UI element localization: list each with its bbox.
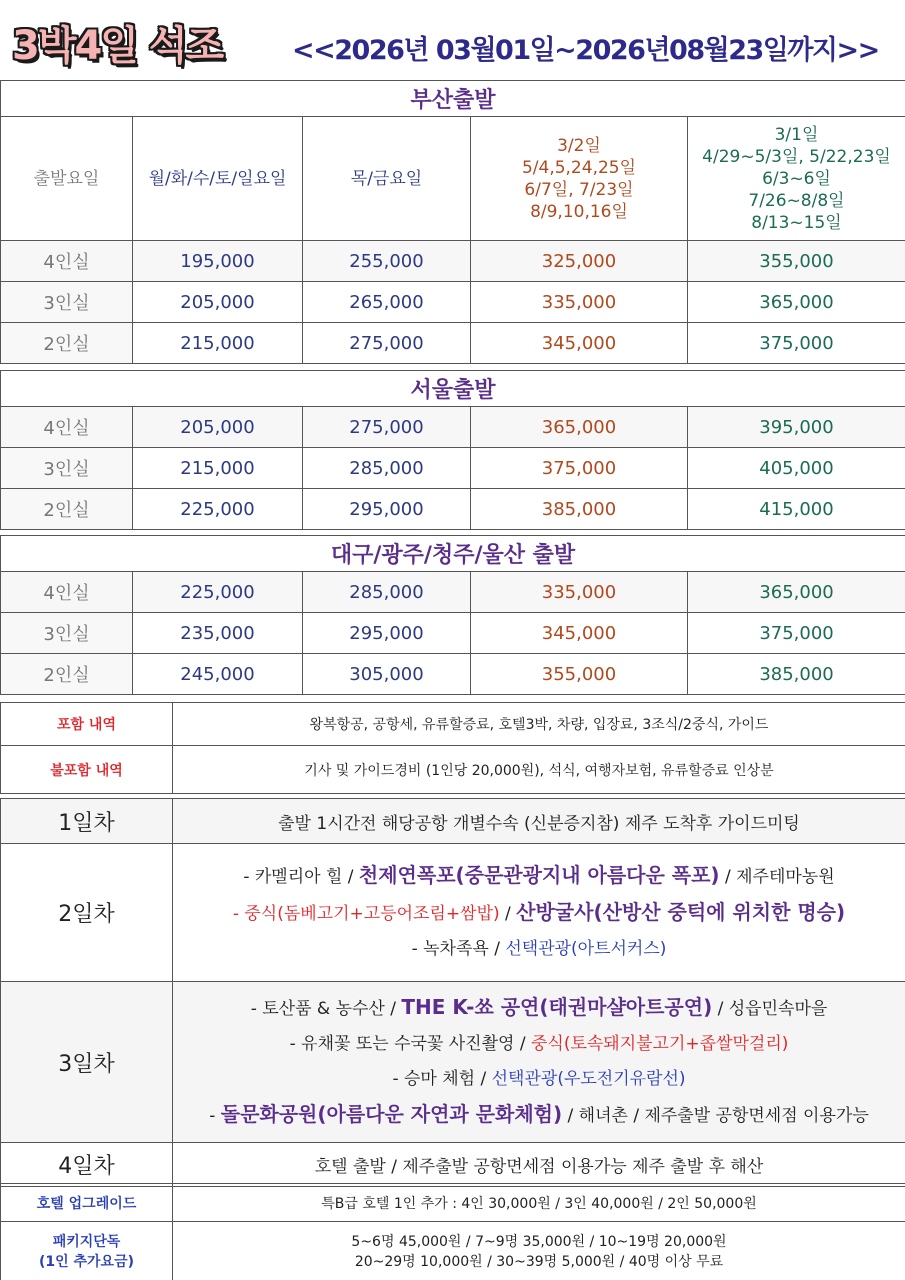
price-table-seoul [0, 370, 905, 530]
column-peak-dates-2: 3/1일 4/29~5/3일, 5/22,23일 6/3~6일 7/26~8/8일 8/13~15일 [688, 117, 905, 241]
header [0, 0, 905, 80]
day4-label: 4일차 [1, 1143, 173, 1187]
excluded-label: 불포함 내역 [1, 746, 173, 794]
included-text: 왕복항공, 공항세, 유류할증료, 호텔3박, 차량, 입장료, 3조식/2중식, 가이드 [173, 703, 905, 746]
table-row: 3인실 205,000 265,000 335,000 365,000 [1, 282, 905, 323]
section-title-regional: 대구/광주/청주/울산 출발 [1, 536, 905, 572]
table-row: 4인실 225,000 285,000 335,000 365,000 [1, 572, 905, 613]
inclusion-table [0, 702, 905, 794]
page-title: 3박4일 석조 [12, 23, 223, 69]
section-title-seoul: 서울출발 [1, 371, 905, 407]
day1-text: 출발 1시간전 해당공항 개별수속 (신분증지참) 제주 도착후 가이드미팅 [173, 799, 905, 844]
period-text: <<2026년 03월01일~2026년08월23일까지>> [292, 35, 879, 66]
day1-label: 1일차 [1, 799, 173, 844]
upgrade-label: 호텔 업그레이드 [1, 1184, 173, 1222]
column-thu-fri: 목/금요일 [303, 117, 471, 241]
day2-content: - 카멜리아 힐 / 천제연폭포(중문관광지내 아름다운 폭포) / 제주테마농원 - 중식(돔베고기+고등어조림+쌈밥) / 산방굴사(산방산 중턱에 위치한 명승) - 녹차족욕 / 선택관광(아트서커스) [173, 844, 905, 982]
table-row: 2인실 245,000 305,000 355,000 385,000 [1, 654, 905, 695]
table-row: 2인실 225,000 295,000 385,000 415,000 [1, 489, 905, 530]
column-header-row [1, 117, 905, 241]
day3-content: - 토산품 & 농수산 / THE K-쑈 공연(태권마샬아트공연) / 성읍민속마을 - 유채꽃 또는 수국꽃 사진촬영 / 중식(토속돼지불고기+좁쌀막걸리) - 승마 체험 / 선택관광(우도전기유람선) - 돌문화공원(아름다운 자연과 문화체험) / 해녀촌 / 제주출발 공항면세점 이용가능 [173, 982, 905, 1143]
table-row: 4인실 205,000 275,000 365,000 395,000 [1, 407, 905, 448]
section-title-busan: 부산출발 [1, 81, 905, 117]
day2-label: 2일차 [1, 844, 173, 982]
price-table-regional [0, 535, 905, 695]
day4-text: 호텔 출발 / 제주출발 공항면세점 이용가능 제주 출발 후 해산 [173, 1143, 905, 1187]
table-row: 2인실 215,000 275,000 345,000 375,000 [1, 323, 905, 364]
upgrade-text: 특B급 호텔 1인 추가 : 4인 30,000원 / 3인 40,000원 / 2인 50,000원 [173, 1184, 905, 1222]
column-label: 출발요일 [1, 117, 133, 241]
table-row: 4인실 195,000 255,000 325,000 355,000 [1, 241, 905, 282]
column-weekday: 월/화/수/토/일요일 [133, 117, 303, 241]
package-text: 5~6명 45,000원 / 7~9명 35,000원 / 10~19명 20,000원 20~29명 10,000원 / 30~39명 5,000원 / 40명 이상 무료 [173, 1222, 905, 1280]
table-row: 3인실 235,000 295,000 345,000 375,000 [1, 613, 905, 654]
excluded-text: 기사 및 가이드경비 (1인당 20,000원), 석식, 여행자보험, 유류할증료 인상분 [173, 746, 905, 794]
price-table [0, 80, 905, 364]
table-row: 3인실 215,000 285,000 375,000 405,000 [1, 448, 905, 489]
package-label: 패키지단독 (1인 추가요금) [1, 1222, 173, 1280]
day3-label: 3일차 [1, 982, 173, 1143]
extras-table [0, 1183, 905, 1280]
column-peak-dates-1: 3/2일 5/4,5,24,25일 6/7일, 7/23일 8/9,10,16일 [471, 117, 688, 241]
included-label: 포함 내역 [1, 703, 173, 746]
itinerary-table [0, 798, 905, 1187]
